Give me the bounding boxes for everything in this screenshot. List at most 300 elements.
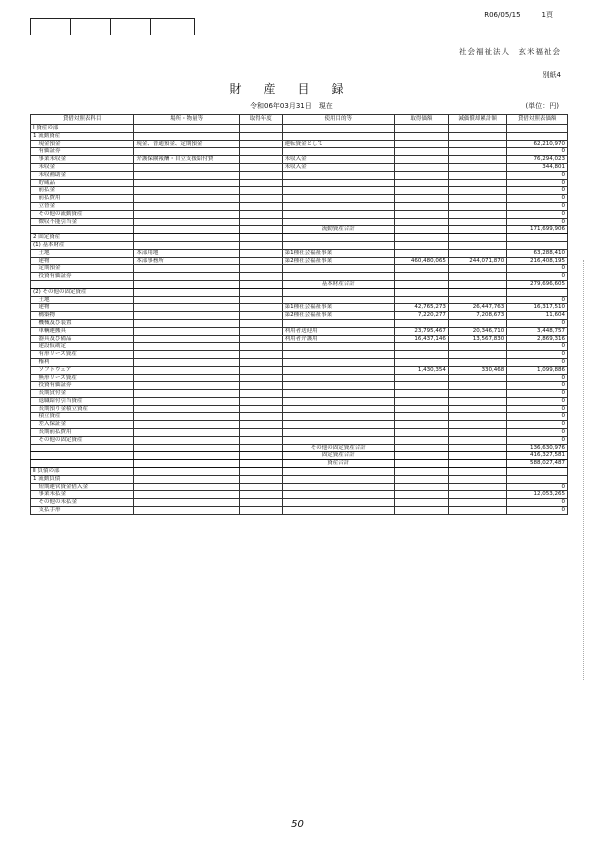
table-cell: 事業未払金 xyxy=(31,491,134,499)
table-cell xyxy=(394,436,448,444)
table-cell xyxy=(282,179,394,187)
table-cell xyxy=(239,358,282,366)
table-cell xyxy=(448,288,506,296)
table-cell: 62,210,970 xyxy=(507,140,568,148)
table-cell: 土地 xyxy=(31,296,134,304)
table-cell: 立替金 xyxy=(31,202,134,210)
table-cell: 第1種社会福祉事業 xyxy=(282,249,394,257)
table-cell: 0 xyxy=(507,202,568,210)
table-row xyxy=(31,468,568,476)
table-cell: 貯蔵品 xyxy=(31,179,134,187)
table-cell xyxy=(448,125,506,133)
table-cell: 現金預金 xyxy=(31,140,134,148)
table-cell xyxy=(239,249,282,257)
table-cell: 長期預り金積立資産 xyxy=(31,405,134,413)
table-cell: 23,795,467 xyxy=(394,327,448,335)
table-cell xyxy=(282,195,394,203)
table-row xyxy=(31,335,568,343)
table-cell: 0 xyxy=(507,507,568,515)
table-cell xyxy=(239,140,282,148)
table-cell xyxy=(448,343,506,351)
table-row xyxy=(31,312,568,320)
table-cell: Ⅰ 資産の部 xyxy=(31,125,134,133)
table-cell xyxy=(134,304,240,312)
table-cell: 0 xyxy=(507,265,568,273)
table-row xyxy=(31,436,568,444)
table-row xyxy=(31,226,568,234)
table-cell xyxy=(239,429,282,437)
table-cell xyxy=(239,460,282,468)
table-cell: (1) 基本財産 xyxy=(31,241,134,249)
table-cell xyxy=(448,405,506,413)
table-cell: 建物 xyxy=(31,304,134,312)
table-cell xyxy=(448,421,506,429)
table-cell xyxy=(31,226,134,234)
table-cell xyxy=(394,241,448,249)
margin-line xyxy=(583,260,587,680)
table-row xyxy=(31,156,568,164)
table-cell xyxy=(394,397,448,405)
table-cell: 第2種社会福祉事業 xyxy=(282,257,394,265)
table-cell: 0 xyxy=(507,210,568,218)
table-cell xyxy=(239,187,282,195)
table-cell xyxy=(134,468,240,476)
col-header: 貸借対照表科目 xyxy=(31,115,134,125)
table-cell xyxy=(239,390,282,398)
table-cell xyxy=(282,397,394,405)
table-cell xyxy=(448,241,506,249)
table-cell xyxy=(282,218,394,226)
table-cell: 本部事務所 xyxy=(134,257,240,265)
table-cell xyxy=(394,413,448,421)
table-cell xyxy=(134,319,240,327)
table-cell xyxy=(239,241,282,249)
table-cell xyxy=(134,202,240,210)
table-cell: 構築物 xyxy=(31,312,134,320)
table-cell xyxy=(394,390,448,398)
table-cell xyxy=(448,452,506,460)
table-cell: 介護保険報酬・自立支援給付費 xyxy=(134,156,240,164)
table-cell xyxy=(239,444,282,452)
table-row xyxy=(31,452,568,460)
table-cell xyxy=(239,468,282,476)
table-cell xyxy=(239,265,282,273)
table-cell xyxy=(282,499,394,507)
table-cell: 事業未収金 xyxy=(31,156,134,164)
table-cell: 16,317,510 xyxy=(507,304,568,312)
table-row xyxy=(31,460,568,468)
table-cell xyxy=(394,475,448,483)
table-cell xyxy=(448,156,506,164)
table-cell xyxy=(282,125,394,133)
table-cell xyxy=(394,499,448,507)
table-cell: 投資有価証券 xyxy=(31,273,134,281)
table-cell: 0 xyxy=(507,358,568,366)
table-cell: 投資有価証券 xyxy=(31,382,134,390)
table-cell xyxy=(394,202,448,210)
table-cell: 136,630,976 xyxy=(507,444,568,452)
table-cell: ソフトウェア xyxy=(31,366,134,374)
table-cell: 支払手形 xyxy=(31,507,134,515)
table-cell xyxy=(134,335,240,343)
table-cell xyxy=(394,265,448,273)
table-cell xyxy=(507,125,568,133)
table-row xyxy=(31,257,568,265)
table-cell xyxy=(134,234,240,242)
table-cell xyxy=(282,343,394,351)
table-cell: 建物 xyxy=(31,257,134,265)
table-cell xyxy=(134,397,240,405)
table-cell xyxy=(282,366,394,374)
table-cell xyxy=(239,234,282,242)
table-row xyxy=(31,265,568,273)
table-cell xyxy=(239,210,282,218)
table-cell xyxy=(282,405,394,413)
table-cell: 344,801 xyxy=(507,163,568,171)
table-cell xyxy=(282,507,394,515)
table-cell xyxy=(134,452,240,460)
table-cell: 資産合計 xyxy=(282,460,394,468)
table-cell xyxy=(282,202,394,210)
table-cell xyxy=(239,304,282,312)
table-cell xyxy=(134,179,240,187)
table-cell xyxy=(448,218,506,226)
table-cell: その他の流動資産 xyxy=(31,210,134,218)
table-cell xyxy=(448,499,506,507)
table-cell xyxy=(134,444,240,452)
table-row xyxy=(31,249,568,257)
table-cell: 0 xyxy=(507,343,568,351)
table-cell: 1 流動資産 xyxy=(31,132,134,140)
table-cell: 基本財産合計 xyxy=(282,280,394,288)
table-cell: 土地 xyxy=(31,249,134,257)
table-row xyxy=(31,132,568,140)
table-cell xyxy=(448,444,506,452)
table-cell: 利用者介護用 xyxy=(282,335,394,343)
table-cell xyxy=(282,413,394,421)
table-cell xyxy=(31,444,134,452)
table-row xyxy=(31,218,568,226)
table-cell xyxy=(31,280,134,288)
table-cell: 0 xyxy=(507,436,568,444)
table-cell xyxy=(239,507,282,515)
table-cell: 徴収不能引当金 xyxy=(31,218,134,226)
table-cell: 第1種社会福祉事業 xyxy=(282,304,394,312)
table-cell xyxy=(394,374,448,382)
table-row xyxy=(31,195,568,203)
table-cell: 0 xyxy=(507,218,568,226)
table-row xyxy=(31,273,568,281)
table-cell xyxy=(134,351,240,359)
table-cell xyxy=(448,374,506,382)
table-cell xyxy=(507,468,568,476)
table-cell: その他の固定資産合計 xyxy=(282,444,394,452)
table-cell: 運転資金として xyxy=(282,140,394,148)
table-row xyxy=(31,483,568,491)
table-cell xyxy=(394,249,448,257)
table-cell xyxy=(134,312,240,320)
table-cell: 権利 xyxy=(31,358,134,366)
table-cell: 長期前払費用 xyxy=(31,429,134,437)
table-cell: 1,099,886 xyxy=(507,366,568,374)
table-cell: 未収入金 xyxy=(282,156,394,164)
table-cell: 7,220,277 xyxy=(394,312,448,320)
table-row xyxy=(31,405,568,413)
table-cell xyxy=(394,421,448,429)
table-row xyxy=(31,280,568,288)
table-cell xyxy=(394,171,448,179)
table-cell xyxy=(31,452,134,460)
table-cell: 20,346,710 xyxy=(448,327,506,335)
table-cell xyxy=(282,234,394,242)
table-cell xyxy=(239,280,282,288)
table-cell xyxy=(282,296,394,304)
table-cell xyxy=(282,187,394,195)
table-cell xyxy=(239,273,282,281)
table-cell xyxy=(239,319,282,327)
table-cell xyxy=(448,234,506,242)
table-cell: 有形リース資産 xyxy=(31,351,134,359)
table-cell xyxy=(134,475,240,483)
table-cell: 1 流動負債 xyxy=(31,475,134,483)
table-cell xyxy=(448,140,506,148)
table-cell xyxy=(282,483,394,491)
table-cell xyxy=(448,148,506,156)
table-cell: 0 xyxy=(507,413,568,421)
table-row xyxy=(31,234,568,242)
table-cell xyxy=(282,475,394,483)
table-cell xyxy=(448,296,506,304)
table-cell: 定期預金 xyxy=(31,265,134,273)
table-cell xyxy=(134,499,240,507)
form-badge: 別紙4 xyxy=(542,71,561,79)
table-row xyxy=(31,140,568,148)
table-cell xyxy=(282,382,394,390)
table-cell xyxy=(448,280,506,288)
table-cell xyxy=(282,171,394,179)
print-date: R06/05/15 1頁 xyxy=(484,11,553,19)
table-cell xyxy=(394,187,448,195)
table-cell xyxy=(448,483,506,491)
table-cell xyxy=(394,491,448,499)
table-cell: 前払費用 xyxy=(31,195,134,203)
table-cell xyxy=(134,436,240,444)
table-cell: その他の未払金 xyxy=(31,499,134,507)
table-cell xyxy=(134,374,240,382)
table-cell xyxy=(394,125,448,133)
table-row xyxy=(31,382,568,390)
table-cell xyxy=(282,241,394,249)
table-cell xyxy=(134,343,240,351)
table-cell: 本部用地 xyxy=(134,249,240,257)
table-cell xyxy=(448,491,506,499)
table-cell: 機械及び装置 xyxy=(31,319,134,327)
table-cell: 長期貸付金 xyxy=(31,390,134,398)
table-cell xyxy=(239,405,282,413)
table-cell xyxy=(239,436,282,444)
table-cell xyxy=(239,296,282,304)
table-cell xyxy=(394,351,448,359)
document-title: 財産目録 xyxy=(229,82,366,96)
table-cell: 76,294,023 xyxy=(507,156,568,164)
table-cell xyxy=(239,218,282,226)
table-cell: 現金、普通預金、定期預金 xyxy=(134,140,240,148)
table-cell xyxy=(282,358,394,366)
table-cell xyxy=(239,499,282,507)
table-cell xyxy=(134,507,240,515)
table-cell xyxy=(394,148,448,156)
table-cell xyxy=(239,163,282,171)
table-cell xyxy=(507,475,568,483)
table-cell xyxy=(239,374,282,382)
table-cell: 416,327,581 xyxy=(507,452,568,460)
table-row xyxy=(31,475,568,483)
table-cell: 0 xyxy=(507,195,568,203)
table-cell: 積立資産 xyxy=(31,413,134,421)
table-cell xyxy=(134,132,240,140)
col-header: 貸借対照表価額 xyxy=(507,115,568,125)
table-cell xyxy=(134,296,240,304)
table-cell: 0 xyxy=(507,273,568,281)
table-cell xyxy=(239,397,282,405)
table-cell xyxy=(134,273,240,281)
table-row xyxy=(31,187,568,195)
table-cell: 0 xyxy=(507,374,568,382)
table-cell xyxy=(448,397,506,405)
table-row xyxy=(31,491,568,499)
table-cell xyxy=(282,319,394,327)
table-row xyxy=(31,397,568,405)
table-cell: 26,447,763 xyxy=(448,304,506,312)
table-cell xyxy=(394,405,448,413)
table-cell xyxy=(134,358,240,366)
table-row xyxy=(31,288,568,296)
table-cell: 0 xyxy=(507,296,568,304)
table-cell xyxy=(31,460,134,468)
table-cell xyxy=(282,273,394,281)
table-cell: 0 xyxy=(507,187,568,195)
table-cell: 第2種社会福祉事業 xyxy=(282,312,394,320)
table-cell: 11,604 xyxy=(507,312,568,320)
table-cell: 16,437,146 xyxy=(394,335,448,343)
table-cell xyxy=(394,343,448,351)
table-cell xyxy=(282,468,394,476)
table-cell xyxy=(448,475,506,483)
table-cell xyxy=(448,351,506,359)
table-cell xyxy=(239,148,282,156)
table-cell xyxy=(134,210,240,218)
table-cell xyxy=(239,179,282,187)
table-cell: 未収入金 xyxy=(282,163,394,171)
table-cell xyxy=(239,125,282,133)
table-row xyxy=(31,421,568,429)
table-row xyxy=(31,241,568,249)
table-cell xyxy=(448,163,506,171)
table-cell xyxy=(394,210,448,218)
table-row xyxy=(31,429,568,437)
table-cell xyxy=(239,288,282,296)
table-row xyxy=(31,351,568,359)
table-header-row xyxy=(31,115,568,125)
table-row xyxy=(31,499,568,507)
table-cell xyxy=(134,265,240,273)
table-row xyxy=(31,444,568,452)
table-cell xyxy=(134,413,240,421)
table-cell xyxy=(239,452,282,460)
table-row xyxy=(31,358,568,366)
table-cell: 0 xyxy=(507,171,568,179)
table-cell: 前払金 xyxy=(31,187,134,195)
table-cell xyxy=(394,226,448,234)
table-cell xyxy=(239,366,282,374)
table-cell: 330,468 xyxy=(448,366,506,374)
table-cell xyxy=(239,132,282,140)
table-cell: 短期運営資金借入金 xyxy=(31,483,134,491)
table-row xyxy=(31,343,568,351)
table-cell: 0 xyxy=(507,483,568,491)
table-cell xyxy=(239,202,282,210)
table-cell xyxy=(394,444,448,452)
table-cell xyxy=(394,156,448,164)
table-cell xyxy=(394,132,448,140)
table-cell xyxy=(394,195,448,203)
table-cell xyxy=(239,156,282,164)
table-row xyxy=(31,202,568,210)
table-cell xyxy=(134,460,240,468)
table-cell: 279,696,605 xyxy=(507,280,568,288)
table-cell xyxy=(394,163,448,171)
table-cell xyxy=(448,202,506,210)
table-cell xyxy=(448,195,506,203)
table-cell xyxy=(134,421,240,429)
table-cell xyxy=(134,241,240,249)
table-cell xyxy=(394,179,448,187)
table-cell: Ⅱ 負債の部 xyxy=(31,468,134,476)
table-cell xyxy=(448,179,506,187)
table-cell xyxy=(448,273,506,281)
col-header: 減価償却累計額 xyxy=(448,115,506,125)
table-cell xyxy=(239,226,282,234)
table-cell xyxy=(239,491,282,499)
table-cell: 流動資産合計 xyxy=(282,226,394,234)
table-cell xyxy=(239,171,282,179)
table-cell: 2 固定資産 xyxy=(31,234,134,242)
table-cell xyxy=(394,452,448,460)
table-cell: 0 xyxy=(507,429,568,437)
table-cell: 2,869,316 xyxy=(507,335,568,343)
table-row xyxy=(31,163,568,171)
table-cell: 0 xyxy=(507,319,568,327)
table-cell: (2) その他の固定資産 xyxy=(31,288,134,296)
table-cell xyxy=(282,374,394,382)
table-cell: 588,027,487 xyxy=(507,460,568,468)
table-cell xyxy=(239,343,282,351)
table-cell xyxy=(448,319,506,327)
table-cell xyxy=(394,319,448,327)
table-cell: 0 xyxy=(507,179,568,187)
table-cell xyxy=(239,327,282,335)
table-row xyxy=(31,507,568,515)
table-row xyxy=(31,390,568,398)
table-cell xyxy=(134,125,240,133)
table-cell xyxy=(282,132,394,140)
table-cell: 0 xyxy=(507,390,568,398)
table-cell xyxy=(282,436,394,444)
table-cell xyxy=(394,296,448,304)
table-cell: 12,053,265 xyxy=(507,491,568,499)
table-cell xyxy=(282,421,394,429)
table-cell xyxy=(134,226,240,234)
